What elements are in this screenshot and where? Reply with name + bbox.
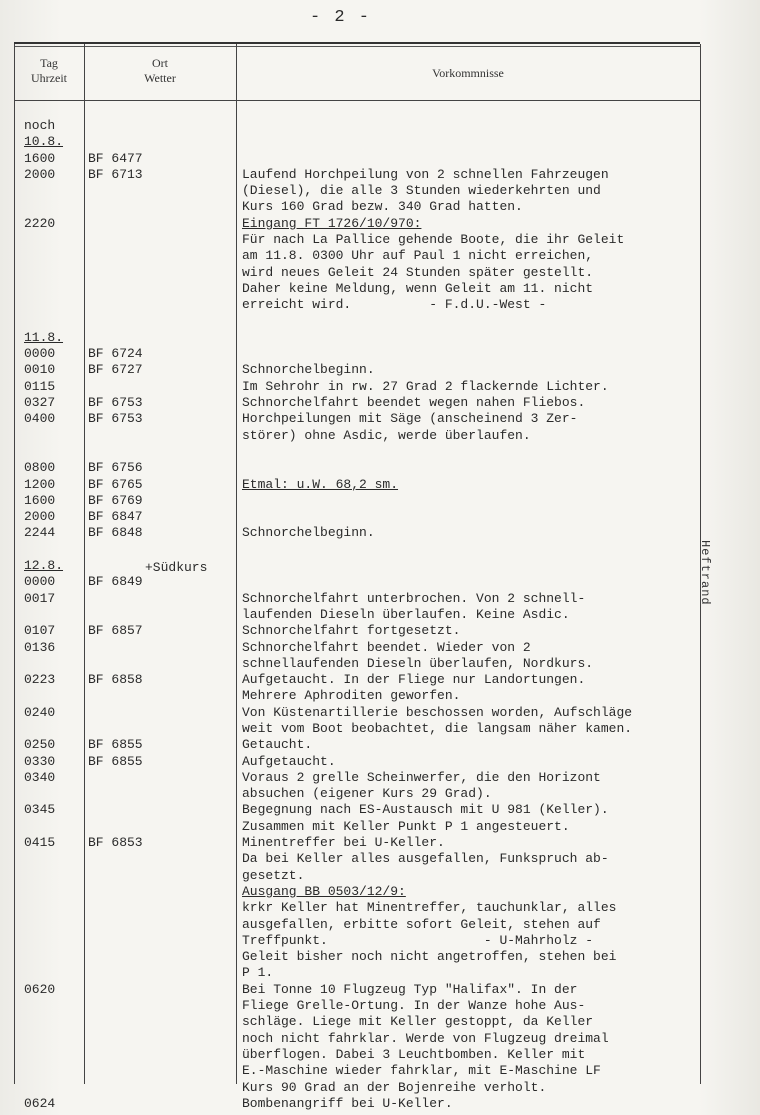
log-entry: störer) ohne Asdic, werde überlaufen. [242, 427, 531, 443]
log-location [88, 542, 238, 558]
log-location [88, 705, 238, 721]
log-entry: Eingang FT 1726/10/970: [242, 215, 422, 231]
log-time [24, 444, 84, 460]
log-entry: schnellaufenden Dieseln überlaufen, Nordkurs. [242, 655, 594, 671]
log-time [24, 656, 84, 672]
log-time [24, 998, 84, 1014]
log-entry: Bombenangriff bei U-Keller. [242, 1095, 453, 1111]
log-time: 0800 [24, 460, 56, 476]
log-time [24, 819, 84, 835]
log-entry: ausgefallen, erbitte sofort Geleit, stehen auf [242, 916, 601, 932]
handwritten-note: +Südkurs [145, 560, 208, 575]
log-time [24, 199, 84, 215]
log-entry: Von Küstenartillerie beschossen worden, Aufschläge [242, 704, 633, 720]
log-location [88, 232, 238, 248]
log-location: BF 6727 [88, 362, 143, 378]
log-location [88, 982, 238, 998]
time-column [24, 118, 84, 1112]
log-entry: P 1. [242, 965, 274, 981]
log-time: 2244 [24, 525, 56, 541]
log-time: 0223 [24, 672, 56, 688]
log-entry: Kurs 160 Grad bezw. 340 Grad hatten. [242, 199, 523, 215]
log-time: 0250 [24, 737, 56, 753]
log-time [24, 183, 84, 199]
log-time: 0620 [24, 981, 56, 997]
log-time [24, 688, 84, 704]
log-time: 12.8. [24, 558, 64, 574]
events-column [242, 118, 722, 1112]
log-time: 2000 [24, 509, 56, 525]
log-entry [242, 542, 722, 558]
log-entry: Etmal: u.W. 68,2 sm. [242, 476, 399, 492]
log-time: 0415 [24, 835, 56, 851]
log-time: 0107 [24, 623, 56, 639]
log-time: 0010 [24, 362, 56, 378]
log-location [88, 379, 238, 395]
log-entry [242, 493, 722, 509]
log-entry: wird neues Geleit 24 Stunden später gestellt. [242, 264, 594, 280]
log-time: 0000 [24, 346, 56, 362]
log-location [88, 770, 238, 786]
log-time [24, 542, 84, 558]
log-time: 1600 [24, 150, 56, 166]
log-location [88, 1096, 238, 1112]
log-entry: am 11.8. 0300 Uhr auf Paul 1 nicht erreichen, [242, 248, 594, 264]
log-entry: (Diesel), die alle 3 Stunden wiederkehrten und [242, 183, 601, 199]
log-location [88, 917, 238, 933]
log-entry: Daher keine Meldung, wenn Geleit am 11. nicht [242, 280, 594, 296]
log-time [24, 607, 84, 623]
header-rule [14, 100, 700, 101]
log-location [88, 802, 238, 818]
column-divider-time [84, 44, 85, 1084]
log-entry: Kurs 90 Grad an der Bojenreihe verholt. [242, 1079, 547, 1095]
log-entry [242, 509, 722, 525]
log-location [88, 591, 238, 607]
log-entry: noch nicht fahrklar. Werde von Flugzeug dreimal [242, 1030, 609, 1046]
log-entry: Schnorchelfahrt unterbrochen. Von 2 schnell- [242, 590, 586, 606]
log-entry: Schnorchelfahrt beendet. Wieder von 2 [242, 639, 531, 655]
log-entry: Ausgang BB 0503/12/9: [242, 883, 406, 899]
log-time: 0327 [24, 395, 56, 411]
log-entry: Schnorchelfahrt beendet wegen nahen Fliebos. [242, 395, 586, 411]
log-entry: Für nach La Pallice gehende Boote, die ihr Geleit [242, 232, 625, 248]
log-location [88, 868, 238, 884]
log-location: BF 6756 [88, 460, 143, 476]
log-location [88, 297, 238, 313]
log-entry: schläge. Liege mit Keller gestoppt, da Keller [242, 1014, 594, 1030]
log-time: 0624 [24, 1095, 56, 1111]
log-time [24, 900, 84, 916]
log-entry: Zusammen mit Keller Punkt P 1 angesteuert. [242, 818, 570, 834]
log-time [24, 297, 84, 313]
log-entry: Geleit bisher noch nicht angetroffen, stehen bei [242, 949, 617, 965]
log-location [88, 118, 238, 134]
log-entry [242, 574, 722, 590]
log-time: 0330 [24, 753, 56, 769]
log-location [88, 1047, 238, 1063]
log-location: BF 6724 [88, 346, 143, 362]
log-entry: Minentreffer bei U-Keller. [242, 835, 445, 851]
log-time [24, 248, 84, 264]
log-entry: Im Sehrohr in rw. 27 Grad 2 flackernde Lichter. [242, 378, 609, 394]
margin-label: Heftrand [698, 540, 712, 606]
page-number: - 2 - [310, 8, 372, 27]
log-time [24, 1080, 84, 1096]
log-location: BF 6857 [88, 623, 143, 639]
log-time: 10.8. [24, 134, 64, 150]
header-day-time [14, 56, 84, 86]
log-location [88, 281, 238, 297]
log-time: 11.8. [24, 329, 64, 345]
log-entry: Da bei Keller alles ausgefallen, Funkspruch ab- [242, 851, 609, 867]
log-time [24, 949, 84, 965]
log-time [24, 1031, 84, 1047]
log-entry: Fliege Grelle-Ortung. In der Wanze hohe Aus- [242, 998, 586, 1014]
log-entry: Voraus 2 grelle Scheinwerfer, die den Horizont [242, 769, 601, 785]
log-entry: E.-Maschine wieder fahrklar, mit E-Maschine LF [242, 1063, 601, 1079]
log-entry: krkr Keller hat Minentreffer, tauchunklar, alles [242, 900, 617, 916]
log-time [24, 281, 84, 297]
log-location [88, 949, 238, 965]
log-entry: Horchpeilungen mit Säge (anscheinend 3 Zer- [242, 411, 578, 427]
log-location: BF 6847 [88, 509, 143, 525]
log-time [24, 721, 84, 737]
log-location [88, 265, 238, 281]
log-time [24, 965, 84, 981]
header-location-label: Ort [152, 56, 168, 70]
log-location: BF 6855 [88, 737, 143, 753]
log-entry: Schnorchelbeginn. [242, 525, 375, 541]
log-entry: Treffpunkt. - U-Mahrholz - [242, 932, 594, 948]
log-location [88, 786, 238, 802]
log-location [88, 656, 238, 672]
log-time [24, 265, 84, 281]
location-column [88, 118, 238, 1112]
log-entry [242, 314, 722, 330]
log-entry: Schnorchelbeginn. [242, 362, 375, 378]
log-time [24, 1014, 84, 1030]
header-location-weather [84, 56, 236, 86]
log-entry [242, 134, 722, 150]
log-entry [242, 558, 722, 574]
log-time: 0017 [24, 590, 56, 606]
log-time: 0400 [24, 411, 56, 427]
log-entry: Schnorchelfahrt fortgesetzt. [242, 623, 461, 639]
log-time [24, 232, 84, 248]
log-time: 0340 [24, 769, 56, 785]
log-location [88, 314, 238, 330]
log-location [88, 199, 238, 215]
log-time: 1600 [24, 492, 56, 508]
log-location: BF 6849 [88, 574, 143, 590]
log-location [88, 134, 238, 150]
log-entry: weit vom Boot beobachtet, die langsam näher kamen. [242, 720, 633, 736]
log-time [24, 786, 84, 802]
log-entry: erreicht wird. - F.d.U.-West - [242, 297, 547, 313]
log-location [88, 248, 238, 264]
log-location [88, 428, 238, 444]
header-events: Vorkommnisse [432, 66, 504, 80]
log-location: BF 6753 [88, 395, 143, 411]
log-location [88, 998, 238, 1014]
log-entry: überflogen. Dabei 3 Leuchtbomben. Keller mit [242, 1046, 586, 1062]
log-entry [242, 346, 722, 362]
log-location [88, 640, 238, 656]
log-entry: Laufend Horchpeilung von 2 schnellen Fahrzeugen [242, 166, 609, 182]
log-entry [242, 151, 722, 167]
log-location [88, 607, 238, 623]
column-divider-left [14, 44, 15, 1084]
log-time [24, 868, 84, 884]
log-location [88, 1063, 238, 1079]
log-time [24, 933, 84, 949]
log-time [24, 314, 84, 330]
log-location: BF 6753 [88, 411, 143, 427]
log-entry: laufenden Dieseln überlaufen. Keine Asdic. [242, 606, 570, 622]
log-time: 1200 [24, 476, 56, 492]
log-location: BF 6848 [88, 525, 143, 541]
log-location [88, 1031, 238, 1047]
top-rule-secondary [14, 46, 700, 47]
log-location [88, 216, 238, 232]
log-entry [242, 444, 722, 460]
log-time [24, 884, 84, 900]
log-location: BF 6858 [88, 672, 143, 688]
log-entry: Aufgetaucht. In der Fliege nur Landortungen. [242, 672, 586, 688]
log-location [88, 1080, 238, 1096]
log-time: 0115 [24, 378, 56, 394]
log-location: BF 6855 [88, 753, 143, 769]
log-location [88, 900, 238, 916]
log-time [24, 1047, 84, 1063]
log-location [88, 1014, 238, 1030]
log-time [24, 851, 84, 867]
log-entry: absuchen (eigener Kurs 29 Grad). [242, 786, 492, 802]
log-entry [242, 330, 722, 346]
log-entry [242, 460, 722, 476]
log-entry: Bei Tonne 10 Flugzeug Typ "Halifax". In der [242, 981, 578, 997]
log-location: BF 6477 [88, 150, 143, 166]
log-entry: Aufgetaucht. [242, 753, 336, 769]
log-time: 0136 [24, 639, 56, 655]
log-location [88, 819, 238, 835]
header-time-label: Uhrzeit [31, 71, 67, 85]
log-time: 0345 [24, 802, 56, 818]
log-location: BF 6769 [88, 492, 143, 508]
log-time: 0240 [24, 704, 56, 720]
log-entry: Getaucht. [242, 737, 313, 753]
log-time [24, 428, 84, 444]
log-location [88, 330, 238, 346]
log-entry: gesetzt. [242, 867, 305, 883]
log-entry [242, 118, 722, 134]
log-entry: Mehrere Aphroditen geworfen. [242, 688, 461, 704]
top-rule [14, 42, 700, 44]
log-location [88, 721, 238, 737]
log-location [88, 933, 238, 949]
log-location [88, 688, 238, 704]
log-time: noch [24, 118, 56, 133]
header-weather-label: Wetter [144, 71, 176, 85]
log-location [88, 884, 238, 900]
log-location [88, 965, 238, 981]
log-location [88, 444, 238, 460]
header-day-label: Tag [40, 56, 58, 70]
log-location: BF 6765 [88, 476, 143, 492]
log-location [88, 851, 238, 867]
log-location [88, 183, 238, 199]
log-entry: Begegnung nach ES-Austausch mit U 981 (Keller). [242, 802, 609, 818]
log-time [24, 1063, 84, 1079]
log-time: 0000 [24, 574, 56, 590]
log-location: BF 6853 [88, 835, 143, 851]
log-time: 2220 [24, 215, 56, 231]
log-time: 2000 [24, 166, 56, 182]
log-location: BF 6713 [88, 166, 143, 182]
log-time [24, 917, 84, 933]
